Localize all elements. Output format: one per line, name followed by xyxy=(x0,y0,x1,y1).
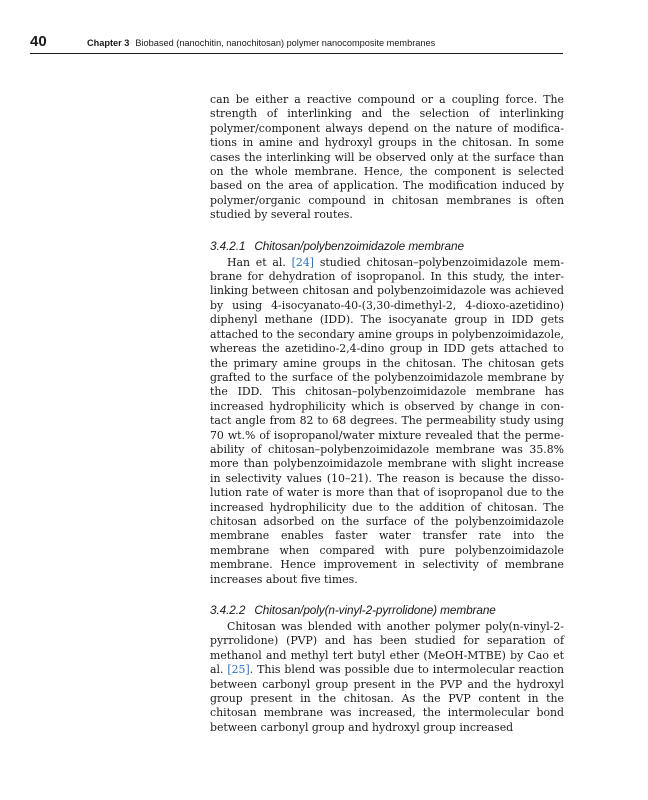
section-number: 3.4.2.2 xyxy=(210,603,246,617)
section-number: 3.4.2.1 xyxy=(210,238,246,253)
section-title: Chitosan/polybenzoimidazole membrane xyxy=(254,238,464,253)
header-rule xyxy=(30,53,563,54)
running-title xyxy=(87,37,435,49)
paragraph-intro: can be either a reactive compound or a coupling force. The strength of interlinking and the selection of interlinking polymer/component always depend on the nature of modifications in amine and hydroxyl groups in the chitosan. In some cases the interlinking will be observed only at the surface than on the whole membrane. Hence, the component is selected based on the area of application. The modification induced by polymer/organic compound in chitosan membranes is often studied by several routes. xyxy=(210,93,564,222)
paragraph-text: studied chitosan–polybenzoimidazole membrane for dehydration of isopropanol. In this study, the interlinking between chitosan and polybenzoimidazole was achieved by using 4-isocyanato-40-(3,30-dimethyl-2, 4-dioxo-azetidino) diphenyl methane (IDD). The isocyanate group in IDD gets attached to the secondary amine groups in polybenzoimidazole, whereas the azetidino-2,4-dino group in IDD gets attached to the primary amine groups in the chitosan. The chitosan gets grafted to the surface of the polybenzoimidazole membrane by the IDD. This chitosan–polybenzoimidazole membrane has increased hydrophilicity which is observed by change in contact angle from 82 to 68 degrees. The permeability study using 70 wt.% of isopropanol/water mixture revealed that the permeability of chitosan–polybenzoimidazole membrane was 35.8% more than polybenzoimidazole membrane with slight increase in selectivity values (10–21). The reason is because the dissolution rate of water is more than that of isopropanol due to the increased hydrophilicity due to the addition of chitosan. The chitosan adsorbed on the surface of the polybenzoimidazole membrane enables faster water transfer rate into the membrane when compared with pure polybenzoimidazole membrane. Hence improvement in selectivity of membrane increases about five times. xyxy=(210,255,565,586)
paragraph-section-3-4-2-2 xyxy=(210,620,564,735)
page-number: 40 xyxy=(30,33,47,50)
paragraph-section-3-4-2-1 xyxy=(210,256,564,587)
section-heading-3-4-2-2 xyxy=(210,603,564,617)
citation-link[interactable]: [25] xyxy=(227,663,250,677)
paragraph-text: Han et al. xyxy=(227,255,292,269)
page-header xyxy=(30,34,560,52)
body-text xyxy=(210,93,564,735)
citation-link[interactable]: [24] xyxy=(291,255,315,269)
chapter-label: Chapter 3 xyxy=(87,38,130,48)
section-heading-3-4-2-1 xyxy=(210,239,564,253)
chapter-title: Biobased (nanochitin, nanochitosan) polymer nanocomposite membranes xyxy=(135,38,436,48)
paragraph-text: . This blend was possible due to intermolecular reaction between carbonyl group present in the PVP and the hydroxyl group present in the chitosan. As the PVP content in the chitosan membrane was increased, the intermolecular bond between carbonyl group and hydroxyl group increased xyxy=(210,663,564,734)
paragraph-text: Chitosan was blended with another polymer poly(n-vinyl-2-pyrrolidone) (PVP) and has been studied for separation of methanol and methyl tert butyl ether (MeOH-MTBE) by Cao et al. xyxy=(210,620,564,677)
section-title: Chitosan/poly(n-vinyl-2-pyrrolidone) membrane xyxy=(254,603,496,617)
